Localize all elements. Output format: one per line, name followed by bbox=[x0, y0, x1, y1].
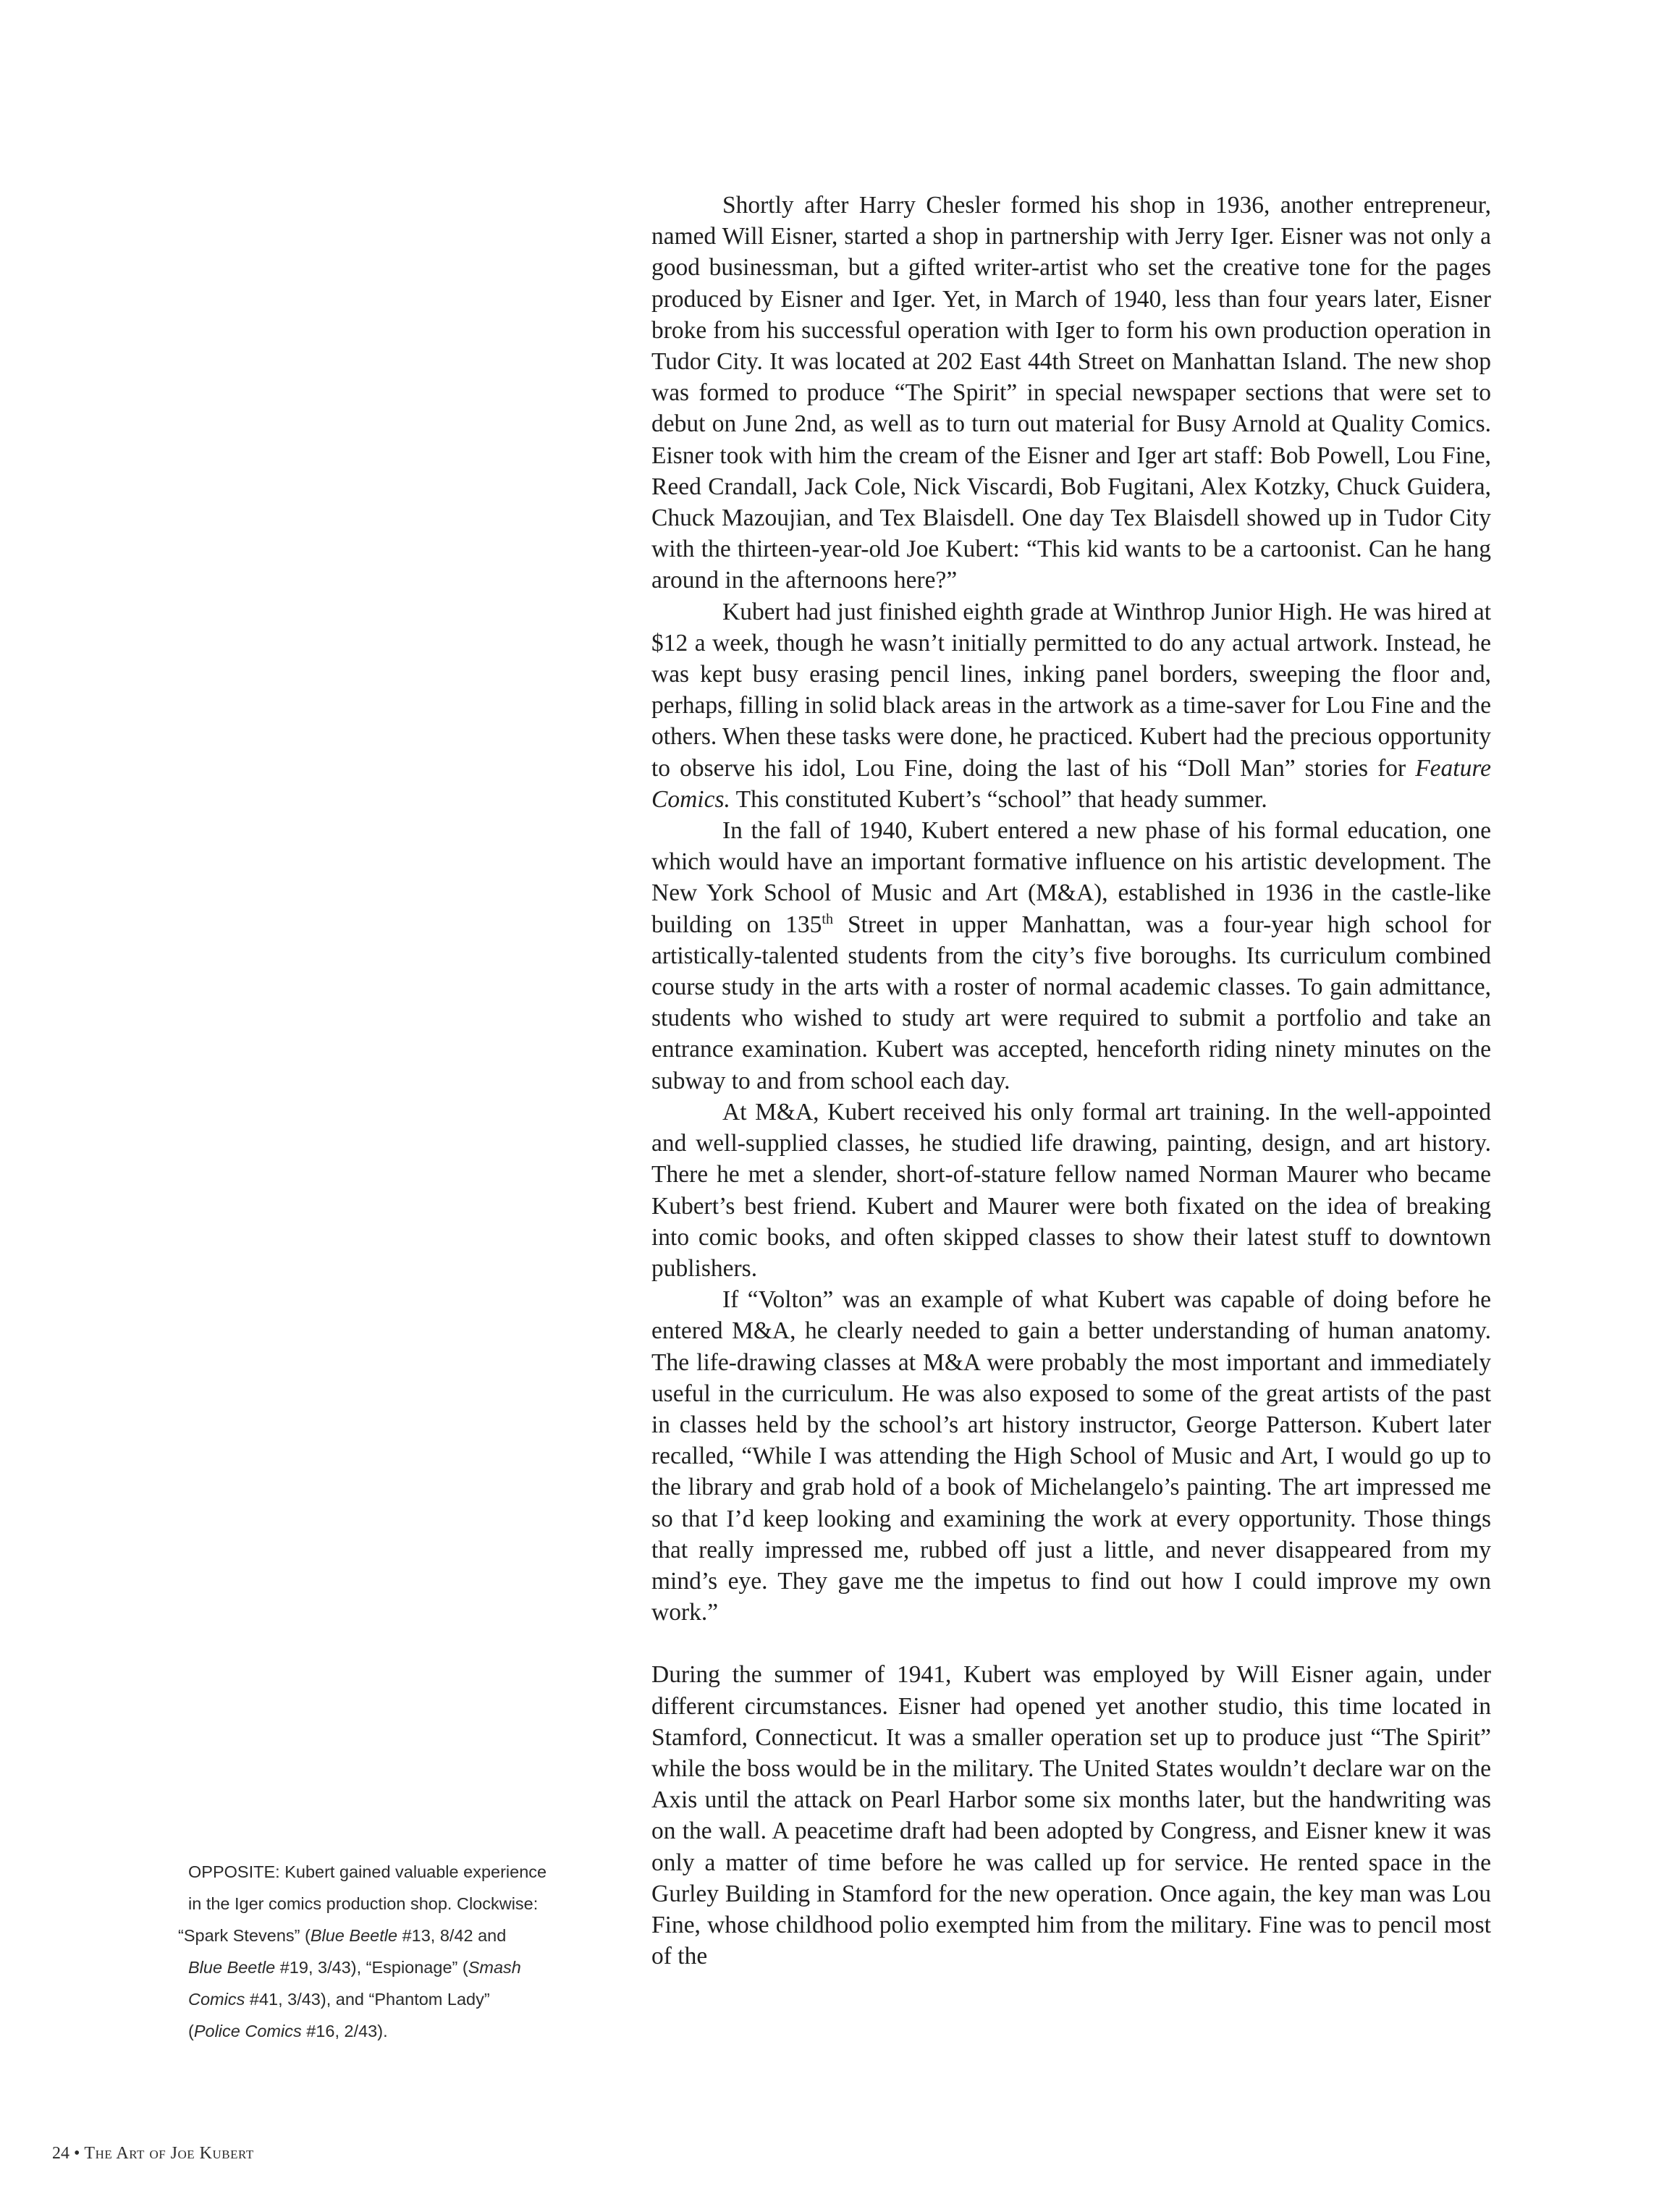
paragraph-1: Shortly after Harry Chesler formed his shop in 1936, another entrepreneur, named Will Eisner, started a shop in partnership with Jerry Iger. Eisner was not only a good businessman, but a gifted writer-artist who set the creative tone for the pages produced by Eisner and Iger. Yet, in March of 1940, less than four years later, Eisner broke from his successful operation with Iger to form his own production operation in Tudor City. It was located at 202 East 44th Street on Manhattan Island. The new shop was formed to produce “The Spirit” in special newspaper sections that were set to debut on June 2nd, as well as to turn out material for Busy Arnold at Quality Comics. Eisner took with him the cream of the Eisner and Iger art staff: Bob Powell, Lou Fine, Reed Crandall, Jack Cole, Nick Viscardi, Bob Fugitani, Alex Kotzky, Chuck Guidera, Chuck Mazoujian, and Tex Blaisdell. One day Tex Blaisdell showed up in Tudor City with the thirteen-year-old Joe Kubert: “This kid wants to be a cartoonist. Can he hang around in the afternoons here?” bbox=[651, 192, 1491, 594]
caption-line-6-a: ( bbox=[188, 2022, 194, 2040]
caption-line-5-b: #41, 3/43), and “Phantom Lady” bbox=[245, 1990, 490, 2009]
caption-line-2: in the Iger comics production shop. Clockwise: bbox=[188, 1894, 539, 1913]
paragraph-4: At M&A, Kubert received his only formal art training. In the well-appointed and well-supplied classes, he studied life drawing, painting, design, and art history. There he met a slender, short-of-stature fellow named Norman Maurer who became Kubert’s best friend. Kubert and Maurer were both fixated on the idea of breaking into comic books, and often skipped classes to show their latest stuff to downtown publishers. bbox=[651, 1098, 1491, 1282]
caption-line-6-b: #16, 2/43). bbox=[301, 2022, 388, 2040]
caption-line-3 bbox=[171, 1920, 562, 1951]
caption-line-4 bbox=[171, 1951, 562, 1983]
caption-line-3-a: “Spark Stevens” ( bbox=[178, 1926, 311, 1945]
caption-line-1: OPPOSITE: Kubert gained valuable experience bbox=[188, 1862, 547, 1881]
caption-line-4-b: #19, 3/43), “Espionage” ( bbox=[275, 1958, 468, 1977]
caption-line-5-italic: Comics bbox=[188, 1990, 245, 2009]
folio-bullet: • bbox=[74, 2144, 80, 2163]
page-number: 24 bbox=[52, 2144, 69, 2163]
caption-line-3-b: #13, 8/42 and bbox=[397, 1926, 507, 1945]
paragraph-3-text-b: Street in upper Manhattan, was a four-year high school for artistically-talented students from the city’s five boroughs. Its curriculum combined course study in the arts with a roster of normal academic classes. To gain admittance, students who wished to study art were required to submit a portfolio and take an entrance examination. Kubert was accepted, henceforth riding ninety minutes on the subway to and from school each day. bbox=[651, 911, 1491, 1094]
paragraph-2 bbox=[651, 596, 1491, 815]
caption-line-6 bbox=[171, 2015, 562, 2047]
paragraph-3 bbox=[651, 815, 1491, 1097]
main-text-column bbox=[651, 190, 1491, 1972]
paragraph-3-text-a: In the fall of 1940, Kubert entered a new phase of his formal education, one which would have an important formative influence on his artistic development. The New York School of Music and Art (M&A), established in 1936 in the castle-like building on 135 bbox=[651, 817, 1491, 938]
caption-line-4-italic-2: Smash bbox=[468, 1958, 521, 1977]
caption-line-3-italic: Blue Beetle bbox=[310, 1926, 398, 1945]
paragraph-2-italic-title: Feature Comics. bbox=[651, 754, 1491, 813]
running-title: The Art of Joe Kubert bbox=[84, 2144, 254, 2163]
paragraph-5: If “Volton” was an example of what Kubert was capable of doing before he entered M&A, he clearly needed to gain a better understanding of human anatomy. The life-drawing classes at M&A were probably the most important and immediately useful in the curriculum. He was also exposed to some of the great artists of the past in classes held by the school’s art history instructor, George Patterson. Kubert later recalled, “While I was attending the High School of Music and Art, I would go up to the library and grab hold of a book of Michelangelo’s painting. The art impressed me so that I’d keep looking and examining the work at every opportunity. Those things that really impressed me, rubbed off just a little, and never disappeared from my mind’s eye. They gave me the impetus to find out how I could improve my own work.” bbox=[651, 1286, 1491, 1626]
page-footer bbox=[52, 2144, 254, 2164]
ordinal-superscript: th bbox=[822, 911, 834, 927]
caption-line-6-italic: Police Comics bbox=[193, 2022, 302, 2040]
paragraph-6: During the summer of 1941, Kubert was employed by Will Eisner again, under different circumstances. Eisner had opened yet another studio, this time located in Stamford, Connecticut. It was a smaller operation set up to produce just “The Spirit” while the boss would be in the military. The United States wouldn’t declare war on the Axis until the attack on Pearl Harbor some six months later, but the handwriting was on the wall. A peacetime draft had been adopted by Congress, and Eisner knew it was only a matter of time before he was called up for service. He rented space in the Gurley Building in Stamford for the new operation. Once again, the key man was Lou Fine, whose childhood polio exempted him from the military. Fine was to pencil most of the bbox=[651, 1661, 1491, 1970]
paragraph-2-text-a: Kubert had just finished eighth grade at Winthrop Junior High. He was hired at $12 a week, though he wasn’t initially permitted to do any actual artwork. Instead, he was kept busy erasing pencil lines, inking panel borders, sweeping the floor and, perhaps, filling in solid black areas in the artwork as a time-saver for Lou Fine and the others. When these tasks were done, he practiced. Kubert had the precious opportunity to observe his idol, Lou Fine, doing the last of his “Doll Man” stories for bbox=[651, 598, 1491, 782]
image-caption bbox=[171, 1856, 562, 2047]
paragraph-2-text-b: This constituted Kubert’s “school” that heady summer. bbox=[730, 785, 1267, 813]
caption-line-4-italic: Blue Beetle bbox=[188, 1958, 276, 1977]
caption-line-5 bbox=[171, 1983, 562, 2015]
